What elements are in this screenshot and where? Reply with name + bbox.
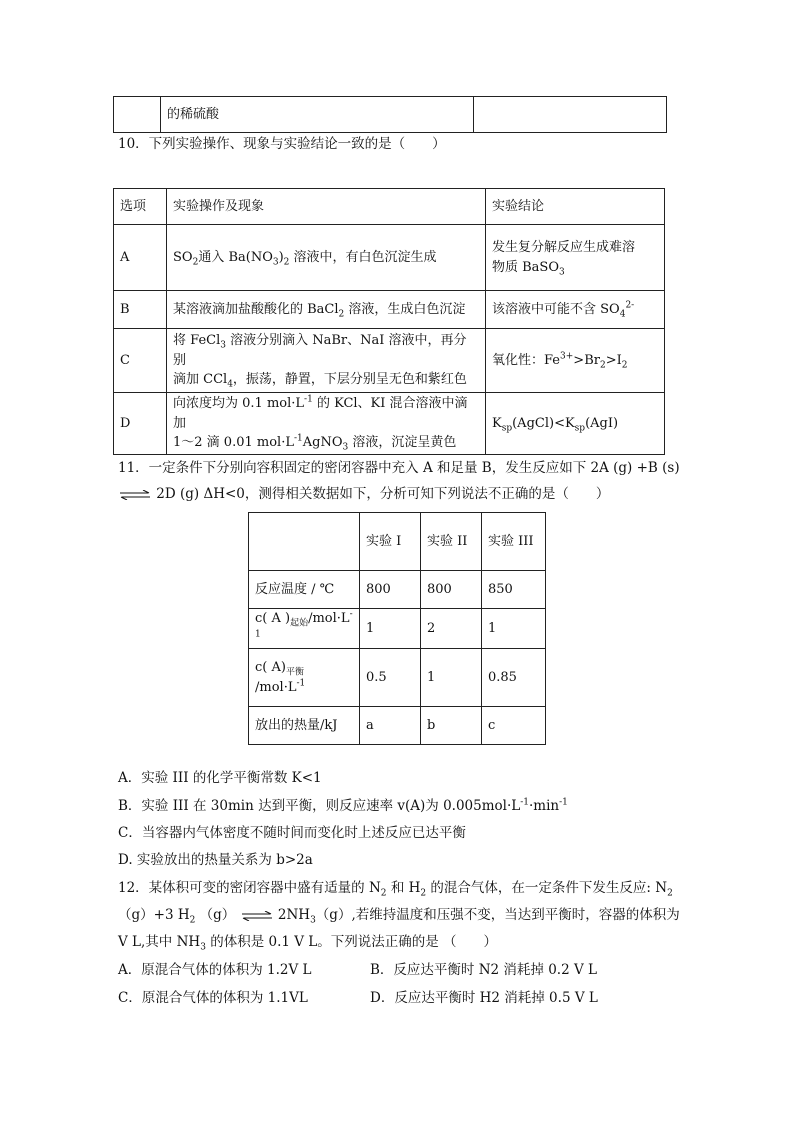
q10-header-operation: 实验操作及现象 xyxy=(167,189,486,225)
q11-table xyxy=(248,512,546,745)
q10-row-a xyxy=(114,225,665,291)
q10-operation: 将 FeCl$_3$ 溶液分别滴入 NaBr、NaI 溶液中，再分别 滴加 CCl$_4$，振荡，静置，下层分别呈无色和紫红色 xyxy=(167,329,486,393)
q11-cell: b xyxy=(421,707,482,745)
q10-opt: C xyxy=(114,329,167,393)
q10-conclusion: 氧化性：$Fe^{3+}>Br_2>I_2$ xyxy=(486,329,665,393)
q10-operation: 某溶液滴加盐酸酸化的 BaCl$_2$ 溶液，生成白色沉淀 xyxy=(167,291,486,329)
q11-option-d: D. 实验放出的热量关系为 b>2a xyxy=(118,852,313,868)
q10-header-conclusion: 实验结论 xyxy=(486,189,665,225)
q11-row-label: 反应温度 / ℃ xyxy=(249,571,360,609)
q11-header-exp2: 实验 II xyxy=(421,513,482,571)
q10-row-d xyxy=(114,393,665,455)
q11-option-c: C．当容器内气体密度不随时间而变化时上述反应已达平衡 xyxy=(118,825,466,841)
top-table-fragment xyxy=(113,96,667,133)
q11-cell: 850 xyxy=(482,571,546,609)
q11-row-label: 放出的热量/kJ xyxy=(249,707,360,745)
q11-stem-line2-text: 2D (g) ΔH<0，测得相关数据如下，分析可知下列说法不正确的是（ ） xyxy=(156,486,610,502)
q10-row-c xyxy=(114,329,665,393)
q11-cell: 1 xyxy=(360,609,421,649)
q11-cell: 0.5 xyxy=(360,649,421,707)
q11-cell: 800 xyxy=(360,571,421,609)
q10-conclusion: 发生复分解反应生成难溶 物质 BaSO$_3$ xyxy=(486,225,665,291)
q10-conclusion: 该溶液中可能不含 $SO_4^{2-}$ xyxy=(486,291,665,329)
q11-option-b: B．实验 III 在 30min 达到平衡，则反应速率 v(A)为 $0.005mol\cdot L^{-1}\cdot\min^{-1}$ xyxy=(118,797,568,814)
q11-row-label: c( $A)_{平衡}$ $/mol\cdot L^{-1}$ xyxy=(249,649,360,707)
q10-header-option: 选项 xyxy=(114,189,167,225)
q12-option-b: B．反应达平衡时 N2 消耗掉 0.2 V L xyxy=(370,962,597,978)
q11-row-label: c( A )$_{起始}/mol\cdot L^{-1}$ xyxy=(249,609,360,649)
q11-cell: 1 xyxy=(482,609,546,649)
top-table-cell xyxy=(474,97,667,133)
q11-option-a: A．实验 III 的化学平衡常数 K<1 xyxy=(118,770,322,786)
q10-operation: $SO_2$通入 $Ba(NO_3)_2$ 溶液中，有白色沉淀生成 xyxy=(167,225,486,291)
q10-opt: B xyxy=(114,291,167,329)
q12-option-a: A．原混合气体的体积为 1.2V L xyxy=(118,962,312,978)
q11-header-blank xyxy=(249,513,360,571)
q10-row-b xyxy=(114,291,665,329)
q12-line2-pre: （g）+3 $H_2$ （g） xyxy=(118,907,236,926)
q11-cell: 2 xyxy=(421,609,482,649)
q12-option-d: D．反应达平衡时 H2 消耗掉 0.5 V L xyxy=(370,990,598,1006)
equilibrium-arrow-icon xyxy=(118,490,152,500)
q10-operation: 向浓度均为 0.1 $mol\cdot L^{-1}$ 的 KCl、KI 混合溶液中滴加 1～2 滴 0.01 $mol\cdot L^{-1}AgNO_3$ 溶液，沉淀呈黄色 xyxy=(167,393,486,455)
q11-stem-line1: 11．一定条件下分别向容积固定的密闭容器中充入 A 和足量 B，发生反应如下 2A (g) +B (s) xyxy=(118,460,680,476)
q10-opt: D xyxy=(114,393,167,455)
q11-cell: c xyxy=(482,707,546,745)
equilibrium-arrow-icon xyxy=(240,911,274,921)
q11-cell: 0.85 xyxy=(482,649,546,707)
q12-line1: 12．某体积可变的密闭容器中盛有适量的 $N_2$ 和 $H_2$ 的混合气体，在一定条件下发生反应: $N_2$ xyxy=(118,880,673,899)
q12-option-c: C．原混合气体的体积为 1.1VL xyxy=(118,990,308,1006)
q12-line2 xyxy=(118,905,680,925)
q10-opt: A xyxy=(114,225,167,291)
q10-stem: 10．下列实验操作、现象与实验结论一致的是（ ） xyxy=(118,136,446,152)
top-table-cell-text: 的稀硫酸 xyxy=(161,97,474,133)
q10-table xyxy=(113,188,665,455)
top-table-cell xyxy=(114,97,161,133)
q12-line3: V L,其中 $NH_3$ 的体积是 0.1 V L。下列说法正确的是 （ ） xyxy=(118,934,498,953)
q11-cell: 1 xyxy=(421,649,482,707)
q11-stem-line2 xyxy=(118,484,609,504)
q11-cell: a xyxy=(360,707,421,745)
q11-header-exp1: 实验 I xyxy=(360,513,421,571)
q11-header-exp3: 实验 III xyxy=(482,513,546,571)
q11-cell: 800 xyxy=(421,571,482,609)
q12-line2-post: $2NH_3(g)$,若维持温度和压强不变，当达到平衡时，容器的体积为 xyxy=(277,907,680,926)
q10-conclusion: $K_{sp}(AgCl)<K_{sp}(AgI)$ xyxy=(486,393,665,455)
